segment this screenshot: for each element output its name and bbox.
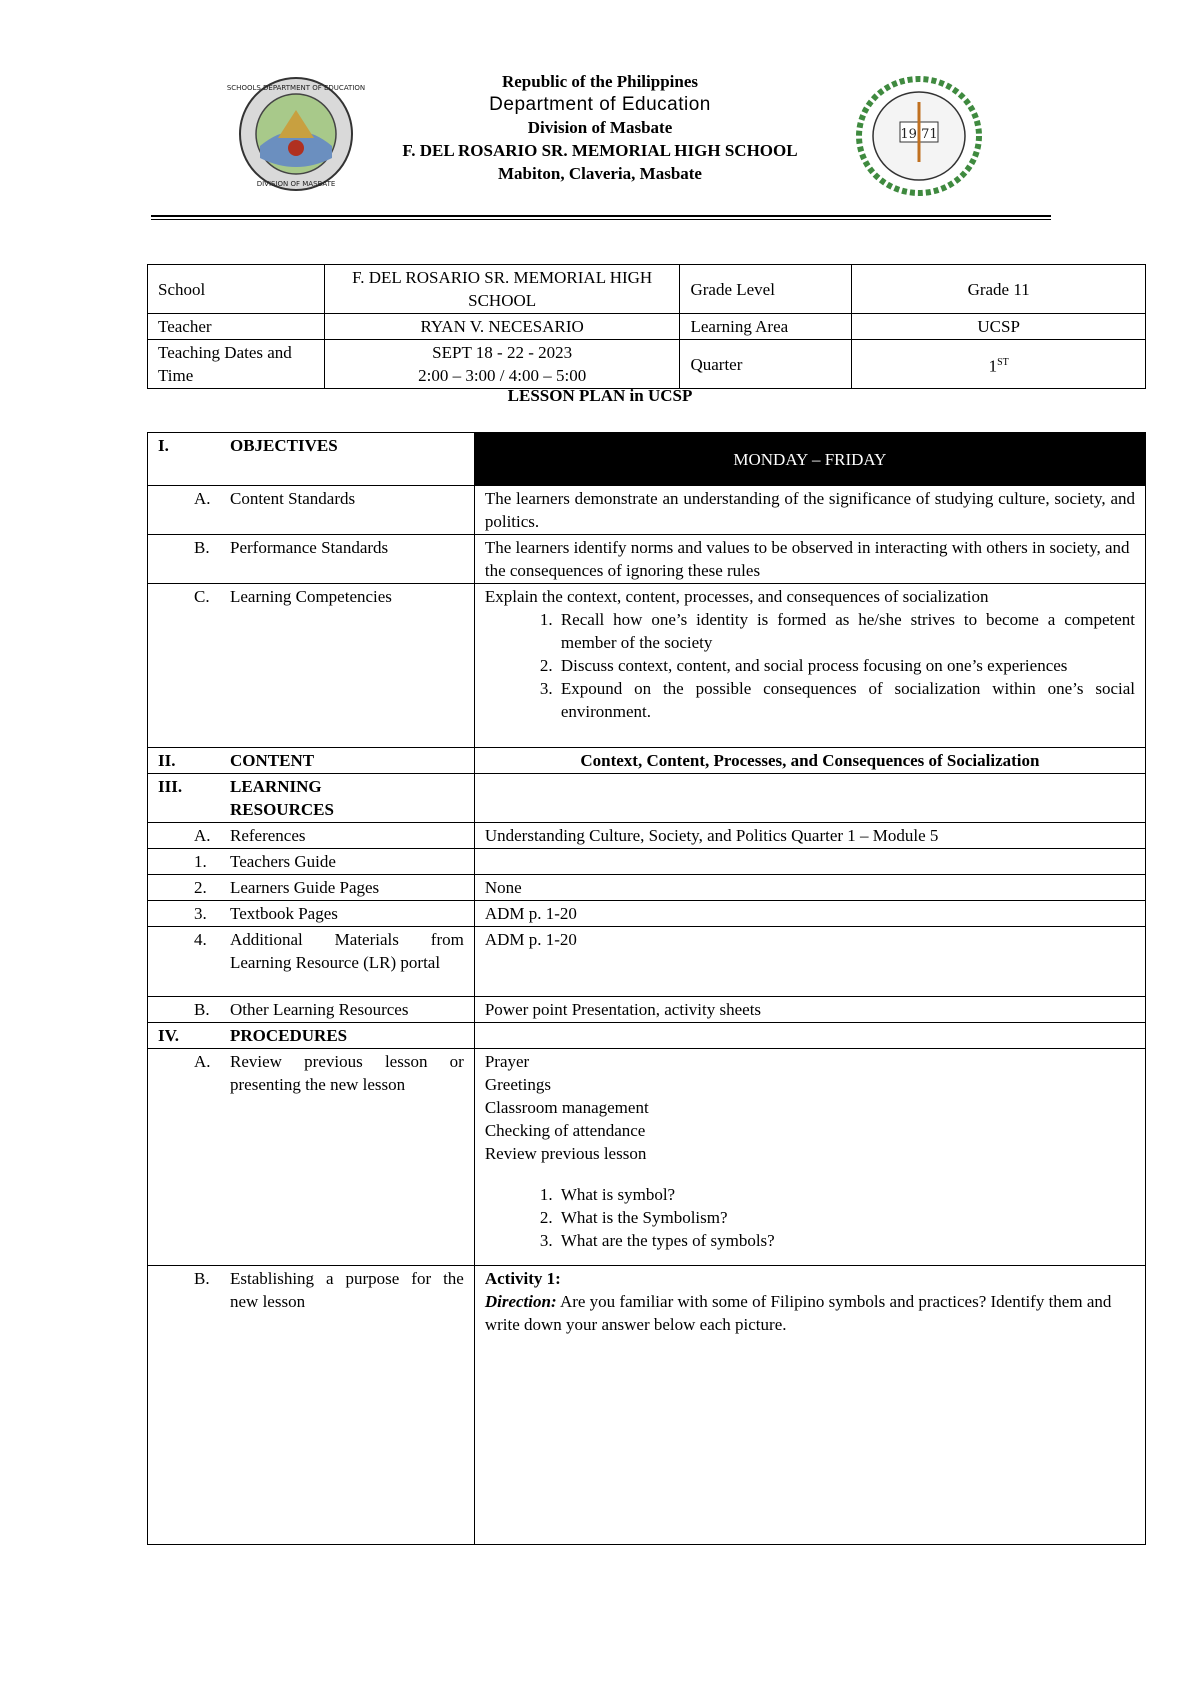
letterhead-school: F. DEL ROSARIO SR. MEMORIAL HIGH SCHOOL xyxy=(402,141,798,160)
seal-text-top: SCHOOLS DEPARTMENT OF EDUCATION xyxy=(226,84,366,92)
references-row xyxy=(148,823,1146,849)
procedures-label: PROCEDURES xyxy=(230,1026,348,1045)
review-question: 3. What are the types of symbols? xyxy=(557,1229,1135,1252)
competencies-letter: C. xyxy=(194,587,210,606)
review-line: Greetings xyxy=(484,1075,551,1094)
textbook-row xyxy=(148,901,1146,927)
lesson-info-table xyxy=(147,264,1146,389)
teacher-label: Teacher xyxy=(148,314,325,340)
textbook-num: 3. xyxy=(194,904,207,923)
learning-area-label: Learning Area xyxy=(680,314,852,340)
letterhead-department: Department of Education xyxy=(489,94,711,115)
grade-level-label: Grade Level xyxy=(680,265,852,314)
competencies-intro: Explain the context, content, processes, and consequences of socialization xyxy=(484,587,989,606)
resources-num: III. xyxy=(158,777,183,796)
teaching-dates-label: Teaching Dates and Time xyxy=(148,340,325,389)
resources-label: LEARNING RESOURCES xyxy=(230,777,334,819)
textbook-label: Textbook Pages xyxy=(230,904,338,923)
competencies-list xyxy=(485,608,1135,723)
activity-direction xyxy=(485,1290,1135,1336)
procedures-value xyxy=(474,1023,1145,1049)
additional-label: Additional Materials from Learning Resource (LR) portal xyxy=(230,930,464,972)
performance-standards-letter: B. xyxy=(194,538,210,557)
content-label: CONTENT xyxy=(230,751,315,770)
review-letter: A. xyxy=(194,1052,211,1071)
purpose-row xyxy=(148,1266,1146,1545)
references-label: References xyxy=(230,826,306,845)
lesson-plan-table xyxy=(147,432,1146,1545)
content-num: II. xyxy=(158,751,176,770)
review-line: Review previous lesson xyxy=(484,1144,647,1163)
review-question: 1. What is symbol? xyxy=(557,1183,1135,1206)
content-row xyxy=(148,748,1146,774)
competency-item: 1. Recall how one’s identity is formed as he/she strives to become a competent member of the society xyxy=(557,608,1135,654)
quarter-label: Quarter xyxy=(680,340,852,389)
other-resources-label: Other Learning Resources xyxy=(230,1000,409,1019)
performance-standards-label: Performance Standards xyxy=(230,538,389,557)
competencies-row xyxy=(148,584,1146,748)
lesson-plan-title: LESSON PLAN in UCSP xyxy=(507,386,693,405)
review-question: 2. What is the Symbolism? xyxy=(557,1206,1135,1229)
learners-guide-label: Learners Guide Pages xyxy=(230,878,380,897)
competencies-value xyxy=(474,584,1145,748)
competencies-label: Learning Competencies xyxy=(230,587,392,606)
other-resources-row xyxy=(148,997,1146,1023)
teacher-value: RYAN V. NECESARIO xyxy=(324,314,680,340)
seal-text-bottom: DIVISION OF MASBATE xyxy=(256,180,336,188)
learning-resources-row xyxy=(148,774,1146,823)
review-row xyxy=(148,1049,1146,1266)
activity-title: Activity 1: xyxy=(484,1269,561,1288)
content-standards-letter: A. xyxy=(194,489,211,508)
objectives-num: I. xyxy=(158,436,169,455)
quarter-value xyxy=(852,340,1146,389)
teaching-time: 2:00 – 3:00 / 4:00 – 5:00 xyxy=(418,366,587,385)
grade-level-value: Grade 11 xyxy=(852,265,1146,314)
review-questions xyxy=(485,1183,1135,1252)
teachers-guide-label: Teachers Guide xyxy=(230,852,336,871)
learners-guide-num: 2. xyxy=(194,878,207,897)
teachers-guide-row xyxy=(148,849,1146,875)
performance-standards-value: The learners identify norms and values to be observed in interacting with others in society, and the consequences of ignoring these rules xyxy=(474,535,1145,584)
additional-materials-row xyxy=(148,927,1146,997)
quarter-suffix: ST xyxy=(997,356,1009,368)
day-header: MONDAY – FRIDAY xyxy=(474,433,1145,486)
purpose-value xyxy=(474,1266,1145,1545)
references-letter: A. xyxy=(194,826,211,845)
content-standards-label: Content Standards xyxy=(230,489,356,508)
resources-value xyxy=(474,774,1145,823)
purpose-label: Establishing a purpose for the new lesson xyxy=(230,1269,464,1311)
header-divider xyxy=(151,215,1051,220)
review-label: Review previous lesson or presenting the new lesson xyxy=(230,1052,464,1094)
review-line: Classroom management xyxy=(484,1098,649,1117)
content-value: Context, Content, Processes, and Consequences of Socialization xyxy=(474,748,1145,774)
content-standards-row xyxy=(148,486,1146,535)
letterhead-division: Division of Masbate xyxy=(527,118,673,137)
review-line: Prayer xyxy=(484,1052,530,1071)
school-label: School xyxy=(148,265,325,314)
learners-guide-value: None xyxy=(474,875,1145,901)
quarter-number: 1 xyxy=(988,356,998,376)
learners-guide-row xyxy=(148,875,1146,901)
competency-item: 2. Discuss context, content, and social process focusing on one’s experiences xyxy=(557,654,1135,677)
procedures-num: IV. xyxy=(158,1026,179,1045)
letterhead-republic: Republic of the Philippines xyxy=(501,72,698,91)
direction-text: Are you familiar with some of Filipino symbols and practices? Identify them and write down your answer below each picture. xyxy=(484,1292,1112,1334)
performance-standards-row xyxy=(148,535,1146,584)
review-line: Checking of attendance xyxy=(484,1121,646,1140)
review-value xyxy=(474,1049,1145,1266)
objectives-label: OBJECTIVES xyxy=(230,436,338,455)
other-resources-letter: B. xyxy=(194,1000,210,1019)
direction-label: Direction: xyxy=(484,1292,557,1311)
other-resources-value: Power point Presentation, activity sheets xyxy=(474,997,1145,1023)
school-value: F. DEL ROSARIO SR. MEMORIAL HIGH SCHOOL xyxy=(324,265,680,314)
purpose-letter: B. xyxy=(194,1269,210,1288)
teaching-dates: SEPT 18 - 22 - 2023 xyxy=(432,343,573,362)
teachers-guide-value xyxy=(474,849,1145,875)
additional-num: 4. xyxy=(194,930,207,949)
teachers-guide-num: 1. xyxy=(194,852,207,871)
learning-area-value: UCSP xyxy=(852,314,1146,340)
procedures-row xyxy=(148,1023,1146,1049)
seal-year: 19 71 xyxy=(900,127,938,142)
competency-item: 3. Expound on the possible consequences of socialization within one’s social environment. xyxy=(557,677,1135,723)
teaching-dates-value xyxy=(324,340,680,389)
letterhead xyxy=(0,70,1200,185)
textbook-value: ADM p. 1-20 xyxy=(474,901,1145,927)
references-value: Understanding Culture, Society, and Politics Quarter 1 – Module 5 xyxy=(474,823,1145,849)
objectives-row xyxy=(148,433,1146,486)
additional-value: ADM p. 1-20 xyxy=(474,927,1145,997)
content-standards-value: The learners demonstrate an understanding of the significance of studying culture, society, and politics. xyxy=(474,486,1145,535)
letterhead-address: Mabiton, Claveria, Masbate xyxy=(498,164,702,183)
